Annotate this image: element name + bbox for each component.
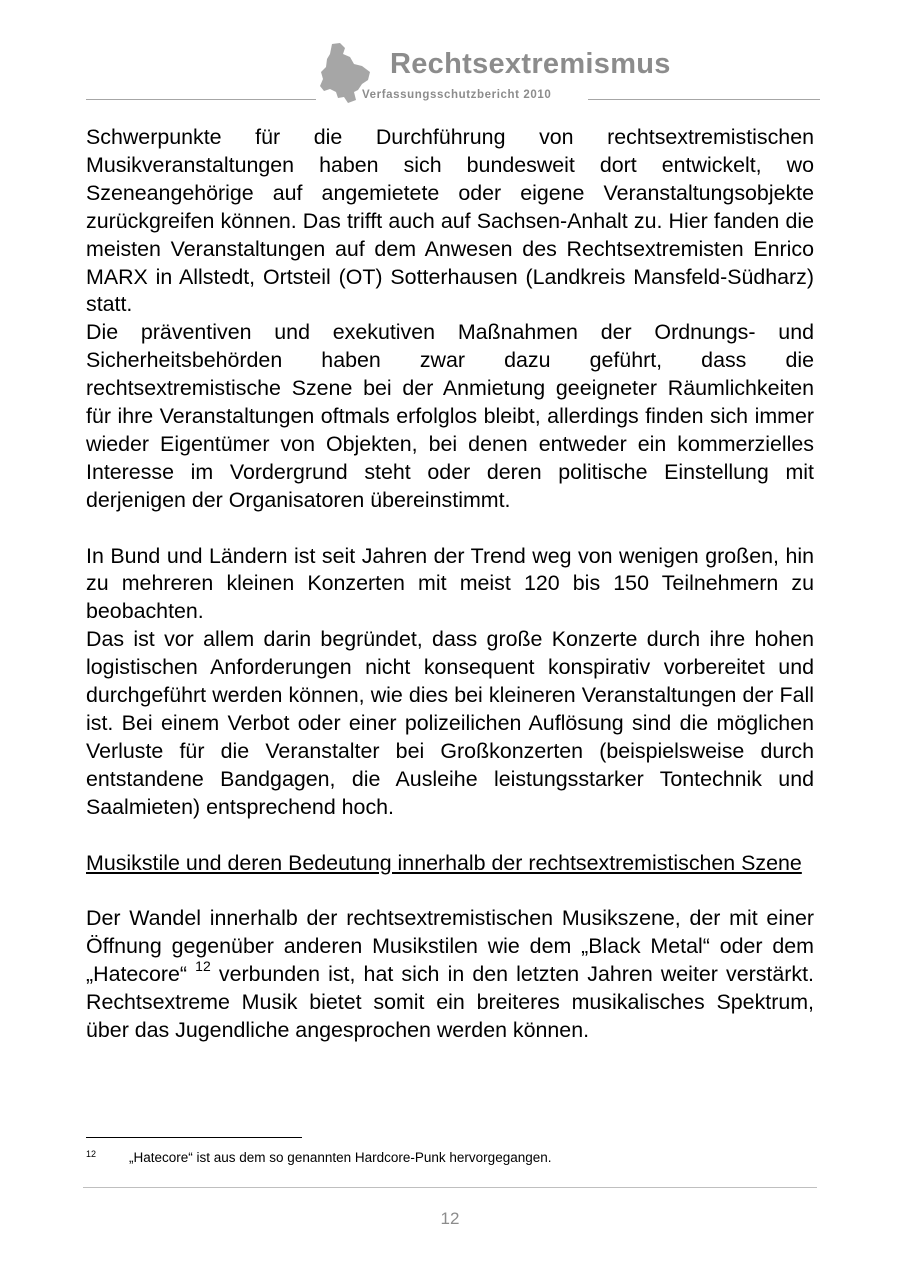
footnote-separator xyxy=(86,1137,302,1138)
paragraph-3: In Bund und Ländern ist seit Jahren der Trend weg von wenigen großen, hin zu mehreren kleinen Konzerten mit meist 120 bis 150 Teilnehmern zu beobachten. xyxy=(86,543,814,624)
footnote-reference: 12 xyxy=(195,958,211,975)
header-subtitle: Verfassungsschutzbericht 2010 xyxy=(362,89,552,101)
paragraph-2: Die präventiven und exekutiven Maßnahmen der Ordnungs- und Sicherheitsbehörden haben zwar dazu geführt, dass die rechtsextremistische Szene bei der Anmietung geeigneter Räumlichkeiten für ihre Veranstaltungen oftmals erfolglos bleibt, allerdings finden sich immer wieder Eigentümer von Objekten, bei denen entweder ein kommerzielles Interesse im Vordergrund steht oder deren politische Einstellung mit derjenigen der Organisatoren übereinstimmt. xyxy=(86,320,814,512)
page-number: 12 xyxy=(440,1209,460,1228)
footer-rule xyxy=(83,1187,817,1188)
header-rule-left xyxy=(86,99,316,100)
paragraph-1: Schwerpunkte für die Durchführung von rechtsextremistischen Musikveranstaltungen haben sich bundesweit dort entwickelt, wo Szeneangehörige auf angemietete oder eigene Veranstaltungsobjekte zurückgreifen können. Das trifft auch auf Sachsen-Anhalt zu. Hier fanden die meisten Veranstaltungen auf dem Anwesen des Rechtsextremisten Enrico MARX in Allstedt, Ortsteil (OT) Sotterhausen (Landkreis Mansfeld-Südharz) statt. xyxy=(86,125,814,317)
header-title: Rechtsextremismus xyxy=(390,48,671,80)
paragraph-4: Das ist vor allem darin begründet, dass große Konzerte durch ihre hohen logistischen Anforderungen nicht konsequent konspirativ vorbereitet und durchgeführt werden können, wie dies bei kleineren Veranstaltungen der Fall ist. Bei einem Verbot oder einer polizeilichen Auflösung sind die möglichen Verluste für die Veranstalter bei Großkonzerten (beispielsweise durch entstandene Bandgagen, die Ausleihe leistungsstarker Tontechnik und Saalmieten) entsprechend hoch. xyxy=(86,627,814,819)
main-text xyxy=(86,124,814,1045)
paragraph-5 xyxy=(86,905,814,1045)
footnote-text: „Hatecore“ ist aus dem so genannten Hardcore-Punk hervorgegangen. xyxy=(129,1150,552,1165)
header-rule-right xyxy=(588,99,820,100)
page-header xyxy=(0,0,900,110)
paragraph-5-start: Der Wandel innerhalb der rechtsextremistischen Musikszene, der mit einer Öffnung gegenüber anderen Musikstilen wie dem „Black Metal“ oder dem „Hatecore“ xyxy=(86,906,814,987)
paragraph-5-end: verbunden ist, hat sich in den letzten Jahren weiter verstärkt. Rechtsextreme Musik bietet somit ein breiteres musikalisches Spektrum, über das Jugendliche angesprochen werden können. xyxy=(86,962,814,1042)
footnote-number: 12 xyxy=(86,1149,97,1159)
section-heading: Musikstile und deren Bedeutung innerhalb der rechtsextremistischen Szene xyxy=(86,850,802,875)
